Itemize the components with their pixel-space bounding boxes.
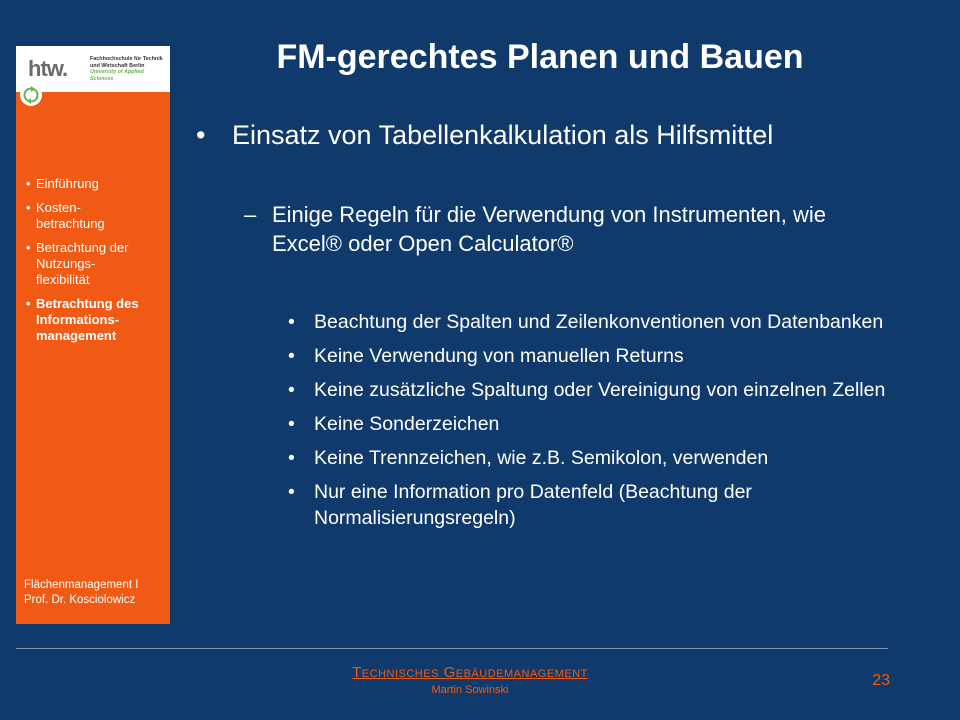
level2-item: – Einige Regeln für die Verwendung von Instrumenten, wie Excel® oder Open Calculator® [244, 202, 827, 256]
nav-item-einfuehrung[interactable]: • Einführung [26, 176, 170, 192]
list-item: • Keine Trennzeichen, wie z.B. Semikolon, verwenden [288, 447, 769, 469]
list-item: • Beachtung der Spalten und Zeilenkonventionen von Datenbanken [288, 311, 884, 333]
sidebar-nav [26, 176, 170, 352]
list-item: • Keine Verwendung von manuellen Returns [288, 345, 684, 367]
nav-item-nutzungsflexibilitaet[interactable]: • Betrachtung der Nutzungs- flexibilität [26, 240, 170, 288]
bullet-dot: • [196, 120, 206, 150]
sidebar [16, 46, 170, 624]
dash-marker: – [244, 202, 257, 227]
list-item: • Keine Sonderzeichen [288, 413, 500, 435]
logo-wordmark: htw. [28, 56, 68, 81]
list-item: • Keine zusätzliche Spaltung oder Vereinigung von einzelnen Zellen [288, 379, 886, 401]
footer-author: Martin Sowinski [431, 684, 509, 696]
rules-list [288, 309, 888, 539]
sidebar-footer: Flächenmanagement I Prof. Dr. Kosciolowicz [24, 579, 139, 606]
list-item: • Nur eine Information pro Datenfeld (Beachtung der Normalisierungsregeln) [288, 481, 752, 529]
slide-title: FM-gerechtes Planen und Bauen [276, 38, 804, 76]
footer-title-link[interactable]: Technisches Gebäudemanagement [352, 664, 588, 681]
logo-text: Fachhochschule für Technik und Wirtschaft Berlin University of Applied Sciences [90, 56, 163, 82]
recycle-icon [18, 82, 44, 108]
nav-item-informationsmanagement[interactable]: • Betrachtung des Informations- management [26, 296, 170, 344]
footer-divider [16, 648, 888, 649]
page-number: 23 [872, 672, 890, 689]
nav-item-kostenbetrachtung[interactable]: • Kosten- betrachtung [26, 200, 170, 232]
